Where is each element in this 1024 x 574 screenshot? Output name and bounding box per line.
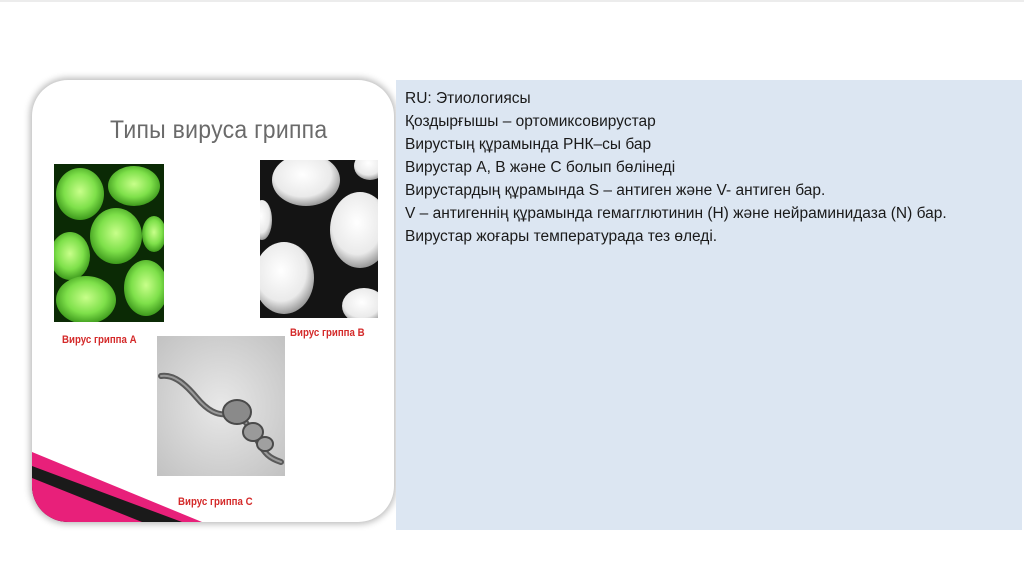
text-line: Вирустың құрамында РНК–сы бар	[405, 136, 652, 153]
panel-heading: RU: Этиологиясы	[405, 90, 531, 107]
text-line: Вирустар жоғары температурада тез өледі.	[405, 228, 718, 245]
text-line: V – антигеннің құрамында гемагглютинин (Н) және нейраминидаза (N) бар.	[405, 205, 947, 222]
influenza-types-picture	[32, 80, 394, 522]
pink-corner-band	[32, 452, 394, 522]
virus-b-micrograph	[260, 160, 378, 318]
picture-title: Типы вируса гриппа	[110, 116, 328, 144]
etiology-text	[405, 87, 1005, 248]
caption-virus-a: Вирус гриппа А	[62, 334, 137, 346]
text-line: Вирустардың құрамында S – антиген және V- антиген бар.	[405, 182, 826, 199]
virus-b-image	[260, 160, 378, 318]
virus-a-micrograph	[54, 164, 164, 322]
etiology-text-panel	[396, 80, 1022, 530]
top-divider	[0, 0, 1024, 2]
caption-virus-b: Вирус гриппа В	[290, 327, 365, 339]
caption-virus-c: Вирус гриппа С	[178, 496, 253, 508]
text-line: Вирустар А, В және С болып бөлінеді	[405, 159, 676, 176]
virus-a-image	[54, 164, 164, 322]
text-line: Қоздырғышы – ортомиксовирустар	[405, 113, 656, 130]
